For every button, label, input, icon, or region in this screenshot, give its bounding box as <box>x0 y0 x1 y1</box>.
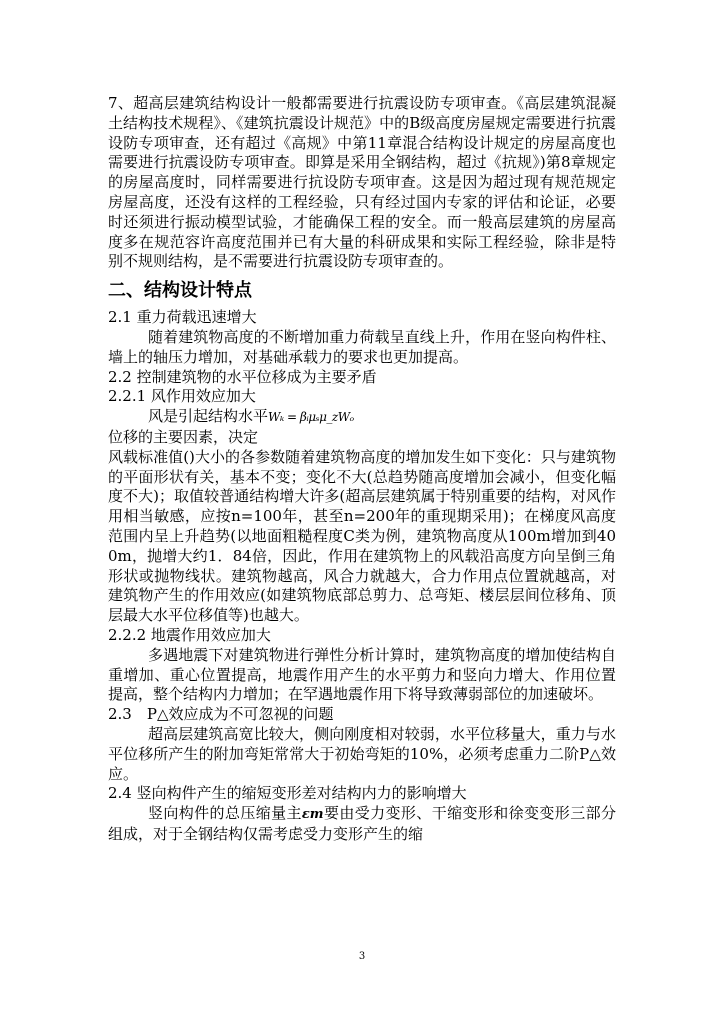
paragraph-2-3: 超高层建筑高宽比较大，侧向刚度相对较弱，水平位移量大，重力与水平位移所产生的附加弯矩常常大于初始弯矩的10%，必须考虑重力二阶P△效应。 <box>108 724 616 783</box>
document-body <box>108 94 616 845</box>
strain-symbol: εт <box>301 807 324 823</box>
heading-2-2-2: 2.2.2 地震作用效应加大 <box>108 625 271 644</box>
heading-2-4: 2.4 竖向构件产生的缩短变形差对结构内力的影响增大 <box>108 784 467 803</box>
paragraph-2-2-1-a: 位移的主要因素，决定 <box>108 427 259 446</box>
paragraph-2-4-b: 要由受力变形、干缩变形和徐变变形三部分组成，对于全钢结构仅需考虑受力变形产生的缩 <box>108 804 616 843</box>
paragraph-2-2-1-b: 风载标准值()大小的各参数随着建筑物高度的增加发生如下变化：只与建筑物的平面形状有关，基本不变；变化不大(总趋势随高度增加会减小，但变化幅度不大)；取值较普通结构增大许多(超高层建筑属于特别重要的结构，对风作用相当敏感，应按n=100年，甚至n=200年的重现期采用)；在梯度风高度范围内呈上升趋势(以地面粗糙程度C类为例，建筑物高度从100m增加到400m，抛增大约1．84倍，因此，作用在建筑物上的风载沿高度方向呈倒三角形状或抛物线状。建筑物越高，风合力就越大，合力作用点位置就越高，对建筑物产生的作用效应(如建筑物底部总剪力、总弯矩、楼层层间位移角、顶层最大水平位移值等)也越大。 <box>108 447 616 625</box>
formula-lead-text: 风是引起结构水平 <box>148 407 269 426</box>
paragraph-2-2-2: 多遇地震下对建筑物进行弹性分析计算时，建筑物高度的增加使结构自重增加、重心位置提高，地震作用产生的水平剪力和竖向力增大、作用位置提高，整个结构内力增加；在罕遇地震作用下将导致薄弱部位的加速破坏。 <box>108 645 616 704</box>
page-number: 3 <box>358 951 366 962</box>
heading-2-1: 2.1 重力荷载迅速增大 <box>108 308 257 327</box>
wind-load-formula: Wₖ = βᵢμₛμ_zWₒ <box>268 410 354 425</box>
section-heading: 二、结构设计特点 <box>108 280 252 302</box>
paragraph-2-1: 随着建筑物高度的不断增加重力荷载呈直线上升，作用在竖向构件柱、墙上的轴压力增加，对基础承载力的要求也更加提高。 <box>108 327 616 366</box>
heading-2-2: 2.2 控制建筑物的水平位移成为主要矛盾 <box>108 367 377 386</box>
paragraph-2-4 <box>108 804 616 845</box>
intro-paragraph: 7、超高层建筑结构设计一般都需要进行抗震设防专项审查。《高层建筑混凝土结构技术规程》、《建筑抗震设计规范》中的B级高度房屋规定需要进行抗震设防专项审查，还有超过《高规》中第11章混合结构设计规定的房屋高度也需要进行抗震设防专项审查。即算是采用全钢结构，超过《抗规》)第8章规定的房屋高度时，同样需要进行抗设防专项审查。这是因为超过现有规范规定房屋高度，还没有这样的工程经验，只有经过国内专家的评估和论证，必要时还须进行振动模型试验，才能确保工程的安全。而一般高层建筑的房屋高度多在规范容许高度范围并已有大量的科研成果和实际工程经验，除非是特别不规则结构，是不需要进行抗震设防专项审查的。 <box>108 94 616 271</box>
formula-line <box>108 407 616 428</box>
paragraph-2-4-a: 竖向构件的总压缩量主 <box>148 804 302 823</box>
heading-2-3: 2.3 P△效应成为不可忽视的问题 <box>108 705 334 724</box>
heading-2-2-1: 2.2.1 风作用效应加大 <box>108 387 256 406</box>
